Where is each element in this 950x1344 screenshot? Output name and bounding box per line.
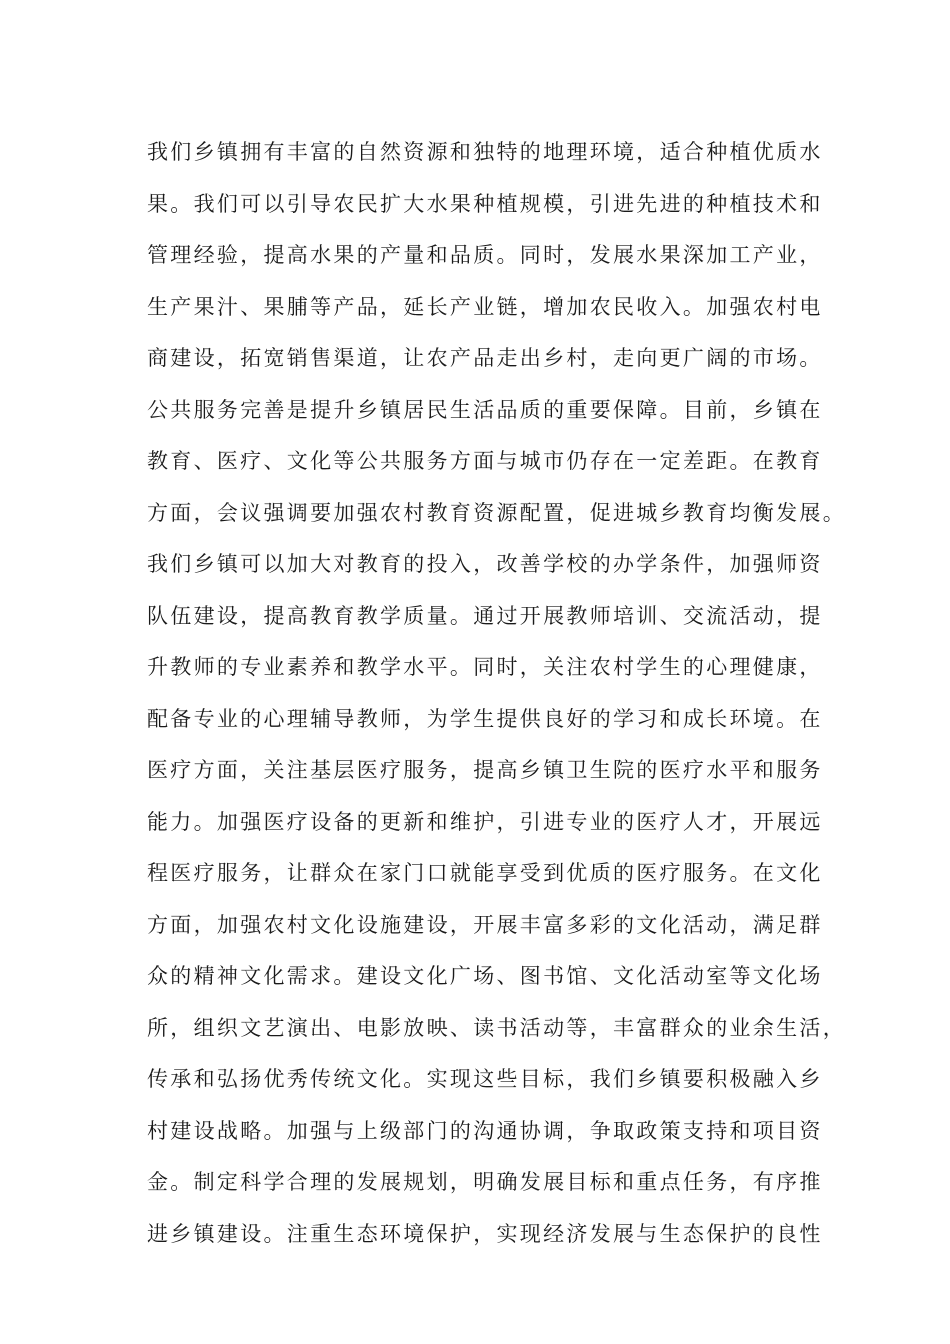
text-line-22: 进乡镇建设。注重生态环境保护，实现经济发展与生态保护的良性	[147, 1221, 823, 1246]
text-line-10: 队伍建设，提高教育教学质量。通过开展教师培训、交流活动，提	[147, 603, 823, 628]
text-line-3: 管理经验，提高水果的产量和品质。同时，发展水果深加工产业，	[147, 243, 823, 267]
body-text	[147, 127, 846, 1260]
text-line-6: 公共服务完善是提升乡镇居民生活品质的重要保障。目前，乡镇在	[147, 397, 823, 422]
text-line-1: 我们乡镇拥有丰富的自然资源和独特的地理环境，适合种植优质水	[147, 140, 823, 164]
text-line-5: 商建设，拓宽销售渠道，让农产品走出乡村，走向更广阔的市场。	[147, 346, 823, 370]
text-line-14: 能力。加强医疗设备的更新和维护，引进专业的医疗人才，开展远	[147, 809, 823, 834]
text-line-18: 所，组织文艺演出、电影放映、读书活动等，丰富群众的业余生活，	[147, 1015, 846, 1040]
text-line-7: 教育、医疗、文化等公共服务方面与城市仍存在一定差距。在教育	[147, 449, 823, 473]
text-line-11: 升教师的专业素养和教学水平。同时，关注农村学生的心理健康，	[147, 655, 823, 679]
text-line-15: 程医疗服务，让群众在家门口就能享受到优质的医疗服务。在文化	[147, 861, 823, 885]
text-line-12: 配备专业的心理辅导教师，为学生提供良好的学习和成长环境。在	[147, 706, 823, 731]
text-line-17: 众的精神文化需求。建设文化广场、图书馆、文化活动室等文化场	[147, 964, 823, 988]
text-line-2: 果。我们可以引导农民扩大水果种植规模，引进先进的种植技术和	[147, 191, 823, 216]
text-line-21: 金。制定科学合理的发展规划，明确发展目标和重点任务，有序推	[147, 1170, 823, 1194]
text-line-4: 生产果汁、果脯等产品，延长产业链，增加农民收入。加强农村电	[147, 294, 823, 319]
text-line-9: 我们乡镇可以加大对教育的投入，改善学校的办学条件，加强师资	[147, 552, 823, 576]
text-line-20: 村建设战略。加强与上级部门的沟通协调，争取政策支持和项目资	[147, 1118, 823, 1143]
text-line-13: 医疗方面，关注基层医疗服务，提高乡镇卫生院的医疗水平和服务	[147, 758, 823, 782]
text-line-8: 方面，会议强调要加强农村教育资源配置，促进城乡教育均衡发展。	[147, 500, 846, 525]
text-line-16: 方面，加强农村文化设施建设，开展丰富多彩的文化活动，满足群	[147, 912, 823, 937]
text-line-19: 传承和弘扬优秀传统文化。实现这些目标，我们乡镇要积极融入乡	[147, 1067, 823, 1091]
